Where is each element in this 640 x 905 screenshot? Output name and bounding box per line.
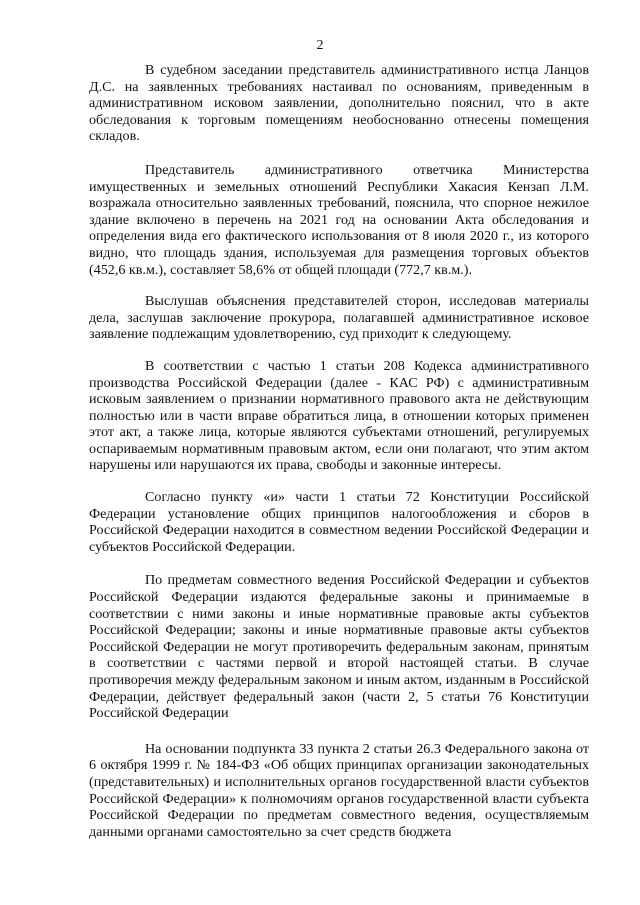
paragraph-joint-jurisdiction: По предметам совместного ведения Российской Федерации и субъектов Российской Федерации издаются федеральные законы и принимаемые в соответствии с ними законы и иные нормативные правовые акты субъектов Российской Федерации; законы и иные нормативные правовые акты субъектов Российской Федерации не могут противоречить федеральным законам, принятым в соответствии с частями первой и второй настоящей статьи. В случае противоречия между федеральным законом и иным актом, изданным в Российской Федерации, действует федеральный закон (части 2, 5 статьи 76 Конституции Российской Федерации [89, 572, 589, 722]
paragraph-defendant-representative: Представитель административного ответчика Министерства имущественных и земельных отношений Республики Хакасия Кензап Л.М. возражала относительно заявленных требований, пояснила, что спорное нежилое здание включено в перечень на 2021 год на основании Акта обследования и определения вида его фактического использования от 8 июля 2020 г., из которого видно, что площадь здания, используемая для размещения торговых объектов (452,6 кв.м.), составляет 58,6% от общей площади (772,7 кв.м.). [89, 161, 589, 278]
paragraph-kas-article-208: В соответствии с частью 1 статьи 208 Кодекса административного производства Российской Федерации (далее - КАС РФ) с административным исковым заявлением о признании нормативного правового акта не действующим полностью или в части вправе обратиться лица, в отношении которых применен этот акт, а также лица, которые являются субъектами отношений, регулируемых оспариваемым нормативным правовым актом, если они полагают, что этим актом нарушены или нарушаются их права, свободы и законные интересы. [89, 357, 589, 474]
paragraph-federal-law-184: На основании подпункта 33 пункта 2 статьи 26.3 Федерального закона от 6 октября 1999 г. № 184-ФЗ «Об общих принципах организации законодательных (представительных) и исполнительных органов государственной власти субъектов Российской Федерации» к полномочиям органов государственной власти субъекта Российской Федерации по предметам совместного ведения, осуществляемым данными органами самостоятельно за счет средств бюджета [89, 740, 589, 840]
paragraph-plaintiff-representative: В судебном заседании представитель административного истца Ланцов Д.С. на заявленных требованиях настаивал по основаниям, приведенным в административном исковом заявлении, дополнительно пояснил, что в акте обследования к торговым помещениям необоснованно отнесены помещения складов. [89, 62, 589, 145]
paragraph-court-conclusion-intro: Выслушав объяснения представителей сторон, исследовав материалы дела, заслушав заключение прокурора, полагавшей административное исковое заявление подлежащим удовлетворению, суд приходит к следующему. [89, 293, 589, 343]
paragraph-constitution-article-72: Согласно пункту «и» части 1 статьи 72 Конституции Российской Федерации установление общих принципов налогообложения и сборов в Российской Федерации находится в совместном ведении Российской Федерации и субъектов Российской Федерации. [89, 489, 589, 555]
document-body [89, 62, 589, 840]
page-number: 2 [316, 38, 324, 53]
